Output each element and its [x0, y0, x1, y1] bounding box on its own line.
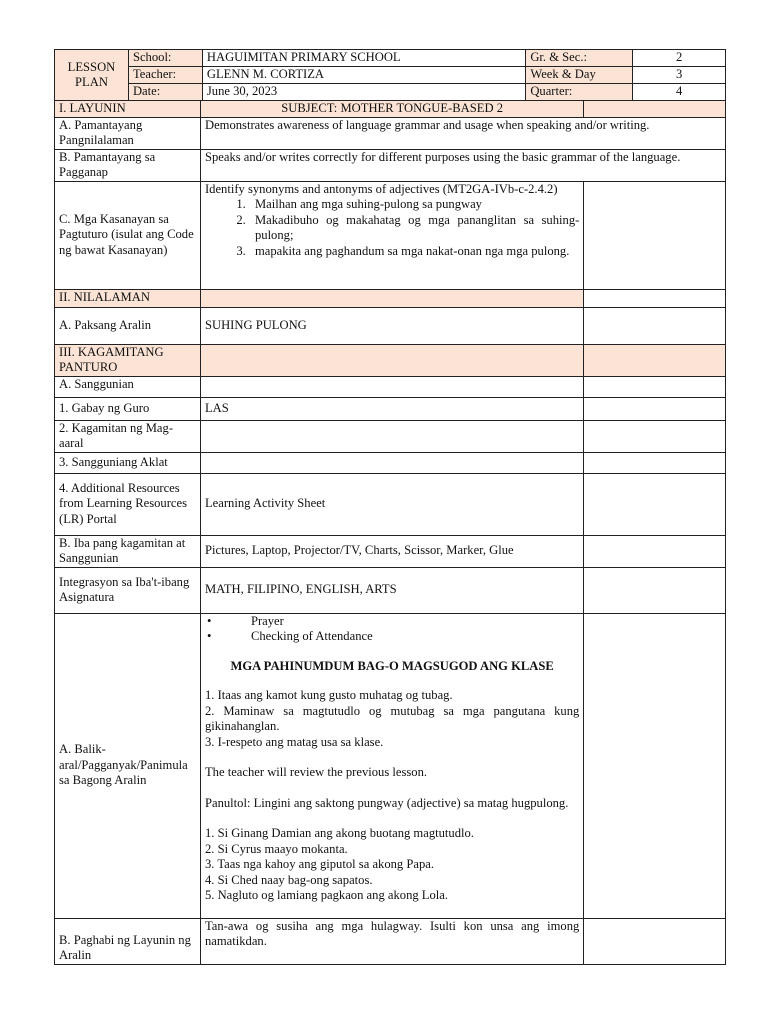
- grade-value: 2: [633, 50, 726, 67]
- sentence-item: 5. Nagluto og lamiang pagkaon ang akong Lola.: [204, 888, 449, 902]
- row-label-pamantayang-pagganap: B. Pamantayang sa Pagganap: [55, 149, 201, 181]
- table-row: [55, 181, 726, 289]
- subject-title: SUBJECT: MOTHER TONGUE-BASED 2: [200, 101, 583, 118]
- table-row: [55, 567, 726, 613]
- section-title-kagamitang-panturo: III. KAGAMITANG PANTURO: [55, 344, 201, 376]
- row-label-additional-resources: 4. Additional Resources from Learning Resources (LR) Portal: [55, 473, 201, 535]
- week-day-label: Week & Day: [526, 67, 633, 84]
- row-label-paksang-aralin: A. Paksang Aralin: [55, 307, 201, 344]
- row-value-additional-resources: Learning Activity Sheet: [200, 473, 583, 535]
- row-label-integrasyon: Integrasyon sa Iba't-ibang Asignatura: [55, 567, 201, 613]
- list-item: 2. Makadibuho og makahatag og mga pananglitan sa suhing-pulong;: [249, 213, 579, 244]
- section-row-kagamitang-panturo: [55, 344, 726, 376]
- row-label-sangguniang-aklat: 3. Sangguniang Aklat: [55, 452, 201, 473]
- teacher-value: GLENN M. CORTIZA: [202, 67, 525, 84]
- table-row: [55, 452, 726, 473]
- table-row: [55, 535, 726, 567]
- row-label-balik-aral: A. Balik-aral/Pagganyak/Panimula sa Bagong Aralin: [55, 613, 201, 918]
- table-row: [55, 117, 726, 149]
- kasanayan-list: [205, 197, 579, 259]
- header-table: [54, 49, 726, 101]
- section-row-nilalaman: [55, 289, 726, 307]
- row-label-pamantayang-pangnilalaman: A. Pamantayang Pangnilalaman: [55, 117, 201, 149]
- week-day-value: 3: [633, 67, 726, 84]
- section-title-nilalaman: II. NILALAMAN: [55, 289, 201, 307]
- kasanayan-intro: Identify synonyms and antonyms of adjectives (MT2GA-IVb-c-2.4.2): [204, 181, 558, 196]
- row-label-sanggunian: A. Sanggunian: [55, 376, 201, 397]
- row-value-paghabi-layunin: Tan-awa og susiha ang mga hulagway. Isulti kon unsa ang imong namatikdan.: [200, 918, 583, 964]
- row-value-gabay-ng-guro: LAS: [200, 397, 583, 420]
- list-item: • Prayer: [205, 614, 579, 630]
- rule-item: 3. I-respeto ang matag usa sa klase.: [204, 734, 384, 749]
- row-label-paghabi-layunin: B. Paghabi ng Layunin ng Aralin: [55, 918, 201, 964]
- row-value-integrasyon: MATH, FILIPINO, ENGLISH, ARTS: [200, 567, 583, 613]
- review-text: The teacher will review the previous lesson.: [204, 765, 428, 779]
- table-row: [55, 918, 726, 964]
- table-row: [55, 149, 726, 181]
- section-title-layunin: I. LAYUNIN: [55, 101, 201, 118]
- sentence-item: 2. Si Cyrus maayo mokanta.: [204, 841, 348, 856]
- table-row: [55, 376, 726, 397]
- table-row: [55, 613, 726, 918]
- school-label: School:: [128, 50, 202, 67]
- row-label-kagamitan-mag-aaral: 2. Kagamitan ng Mag-aaral: [55, 420, 201, 452]
- quarter-value: 4: [633, 84, 726, 101]
- school-value: HAGUIMITAN PRIMARY SCHOOL: [202, 50, 525, 67]
- table-row: [55, 307, 726, 344]
- reminders-heading: MGA PAHINUMDUM BAG-O MAGSUGOD ANG KLASE: [230, 658, 554, 673]
- section-row-layunin: [55, 101, 726, 118]
- list-item: • Checking of Attendance: [205, 629, 579, 645]
- table-row: [55, 397, 726, 420]
- kasanayan-cell: [200, 181, 583, 289]
- row-label-gabay-ng-guro: 1. Gabay ng Guro: [55, 397, 201, 420]
- grade-label: Gr. & Sec.:: [526, 50, 633, 67]
- quarter-label: Quarter:: [526, 84, 633, 101]
- row-value-paksang-aralin: SUHING PULONG: [200, 307, 583, 344]
- table-row: [55, 420, 726, 452]
- date-value: June 30, 2023: [202, 84, 525, 101]
- sentence-item: 3. Taas nga kahoy ang giputol sa akong Papa.: [204, 857, 434, 871]
- table-row: [55, 473, 726, 535]
- teacher-label: Teacher:: [128, 67, 202, 84]
- row-label-iba-pang-kagamitan: B. Iba pang kagamitan at Sanggunian: [55, 535, 201, 567]
- rule-item: 1. Itaas ang kamot kung gusto muhatag og tubag.: [204, 688, 453, 702]
- lesson-plan-table: [54, 100, 726, 965]
- rule-item: 2. Maminaw sa magtutudlo og mutubag sa mga pangutana kung gikinahanglan.: [204, 703, 580, 733]
- lesson-plan-label: LESSON PLAN: [55, 50, 129, 101]
- sentence-item: 4. Si Ched naay bag-ong sapatos.: [204, 872, 373, 887]
- sentence-item: 1. Si Ginang Damian ang akong buotang magtutudlo.: [204, 826, 474, 840]
- row-value-pamantayang-pangnilalaman: Demonstrates awareness of language grammar and usage when speaking and/or writing.: [200, 117, 725, 149]
- instruction-text: Panultol: Lingini ang saktong pungway (adjective) sa matag hugpulong.: [204, 795, 569, 810]
- routine-list: [205, 614, 579, 645]
- balik-aral-cell: [200, 613, 583, 918]
- list-item: 3. mapakita ang paghandum sa mga nakat-onan nga mga pulong.: [249, 244, 579, 260]
- row-value-iba-pang-kagamitan: Pictures, Laptop, Projector/TV, Charts, Scissor, Marker, Glue: [200, 535, 583, 567]
- row-label-kasanayan: C. Mga Kasanayan sa Pagtuturo (isulat ang Code ng bawat Kasanayan): [55, 181, 201, 289]
- row-value-pamantayang-pagganap: Speaks and/or writes correctly for different purposes using the basic grammar of the language.: [200, 149, 725, 181]
- list-item: 1. Mailhan ang mga suhing-pulong sa pungway: [249, 197, 579, 213]
- date-label: Date:: [128, 84, 202, 101]
